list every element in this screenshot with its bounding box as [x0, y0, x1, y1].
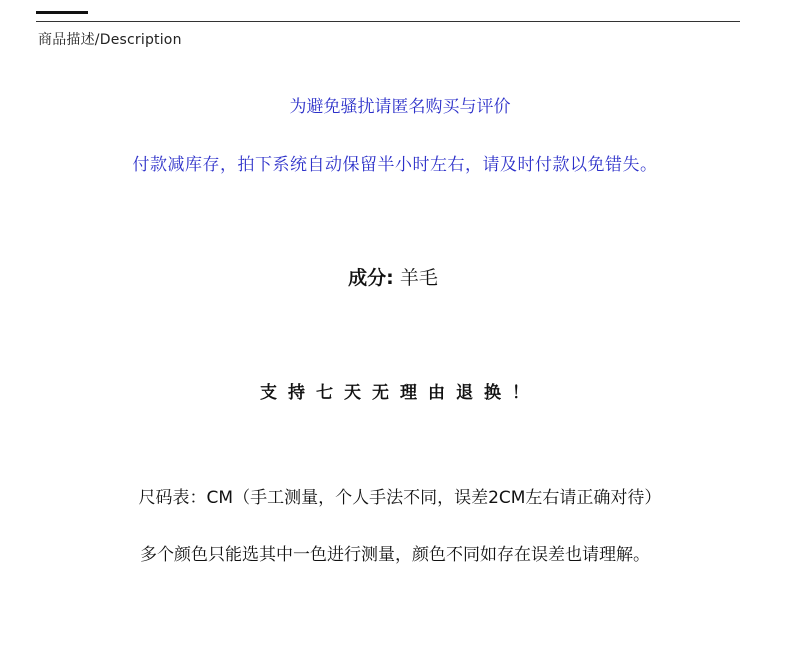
color-measurement-note: 多个颜色只能选其中一色进行测量，颜色不同如存在误差也请理解。	[140, 545, 650, 565]
anonymous-purchase-notice: 为避免骚扰请匿名购买与评价	[289, 97, 511, 117]
header-divider	[36, 21, 740, 22]
size-chart-note: 尺码表：CM（手工测量，个人手法不同，误差2CM左右请正确对待）	[138, 488, 662, 508]
material-label: 成分:	[348, 267, 394, 289]
material-info	[0, 263, 788, 290]
header-accent-bar	[36, 11, 88, 14]
material-value: 羊毛	[393, 267, 438, 289]
payment-notice: 付款减库存，拍下系统自动保留半小时左右，请及时付款以免错失。	[132, 155, 658, 175]
return-policy: 支持七天无理由退换！	[260, 383, 540, 403]
section-title: 商品描述/Description	[38, 32, 182, 48]
